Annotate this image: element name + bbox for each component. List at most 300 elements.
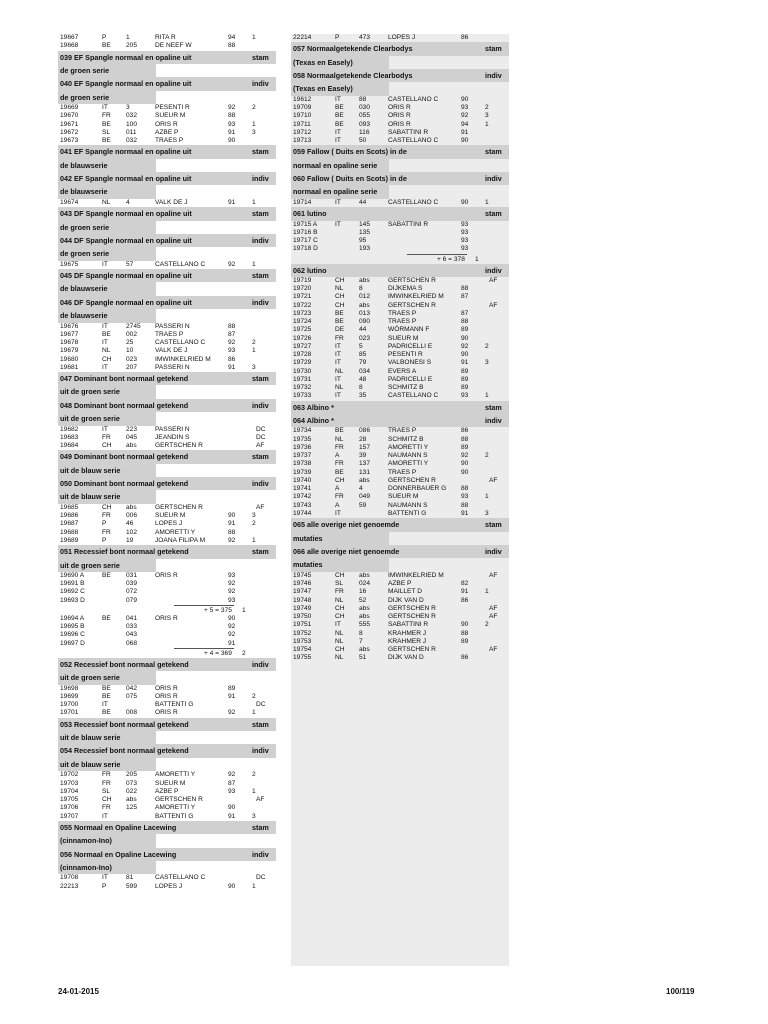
ring-code: 032 bbox=[126, 112, 138, 120]
class-header bbox=[58, 145, 276, 158]
class-header bbox=[291, 172, 509, 185]
ring-number: 19743 bbox=[293, 501, 312, 509]
country: IT bbox=[335, 392, 341, 400]
footer-date: 24-01-2015 bbox=[58, 987, 99, 996]
ring-number: 19701 bbox=[60, 709, 79, 717]
points: 93 bbox=[461, 493, 469, 501]
ring-number: 19681 bbox=[60, 363, 79, 371]
points: 92 bbox=[461, 342, 469, 350]
country: A bbox=[335, 452, 340, 460]
class-header bbox=[58, 821, 276, 834]
country: SL bbox=[335, 580, 344, 587]
ring-number: 19685 bbox=[60, 503, 79, 511]
points: 92 bbox=[228, 771, 236, 779]
total-place: 2 bbox=[242, 649, 246, 657]
class-type: stam bbox=[252, 822, 269, 832]
ring-code: 207 bbox=[126, 363, 138, 371]
result-row bbox=[291, 436, 509, 444]
ring-code: 7 bbox=[359, 637, 363, 645]
class-header-subline bbox=[58, 282, 276, 295]
points: 90 bbox=[228, 137, 236, 145]
country: IT bbox=[335, 198, 341, 206]
ring-number: 19702 bbox=[60, 771, 79, 779]
ring-number: 19742 bbox=[293, 493, 312, 501]
place: AF bbox=[256, 503, 265, 511]
ring-number: 19747 bbox=[293, 588, 312, 596]
result-row bbox=[291, 310, 509, 318]
class-header bbox=[58, 207, 276, 220]
ring-code: 19 bbox=[126, 536, 134, 544]
ring-number: 19695 B bbox=[60, 623, 85, 631]
ring-code: 102 bbox=[126, 528, 138, 536]
result-row bbox=[58, 693, 276, 701]
country: NL bbox=[335, 629, 344, 637]
ring-code: 81 bbox=[126, 874, 134, 882]
class-type: stam bbox=[485, 520, 502, 530]
place: DC bbox=[256, 425, 266, 433]
exhibitor-name: SABATTINI R bbox=[388, 220, 429, 228]
class-type: indiv bbox=[485, 265, 502, 275]
result-row bbox=[58, 796, 276, 804]
exhibitor-name: SCHMITZ B bbox=[388, 435, 424, 443]
country: NL bbox=[102, 198, 111, 206]
exhibitor-name: PASSERI N bbox=[155, 425, 190, 433]
points: 91 bbox=[228, 812, 236, 820]
country: FR bbox=[102, 433, 111, 441]
result-row bbox=[291, 502, 509, 510]
result-row bbox=[291, 237, 509, 245]
class-subtitle: uit de groen serie bbox=[60, 387, 120, 397]
points: 88 bbox=[461, 285, 469, 293]
points: 93 bbox=[461, 237, 469, 245]
result-row bbox=[291, 469, 509, 477]
points: 91 bbox=[228, 363, 236, 371]
ring-code: 8 bbox=[359, 285, 363, 293]
exhibitor-name: SABATTINI R bbox=[388, 128, 429, 136]
country: CH bbox=[102, 796, 112, 803]
exhibitor-name: PESENTI R bbox=[155, 104, 190, 112]
ring-code: 068 bbox=[126, 639, 138, 647]
exhibitor-name: ORIS R bbox=[155, 692, 178, 700]
points: 88 bbox=[461, 435, 469, 443]
exhibitor-name: NAUMANN S bbox=[388, 452, 428, 460]
country: SL bbox=[102, 787, 111, 795]
country: IT bbox=[102, 812, 108, 820]
class-header bbox=[58, 848, 276, 861]
ring-number: 22214 bbox=[293, 34, 312, 41]
country: P bbox=[335, 34, 340, 41]
class-title: 047 Dominant bont normaal getekend bbox=[60, 374, 189, 383]
ring-number: 19677 bbox=[60, 330, 79, 338]
ring-number: 19737 bbox=[293, 452, 312, 460]
country: BE bbox=[102, 330, 111, 338]
class-header-subline bbox=[58, 671, 276, 684]
country: FR bbox=[102, 804, 111, 812]
ring-number: 19670 bbox=[60, 112, 79, 120]
exhibitor-name: TRAES P bbox=[155, 330, 184, 338]
result-row bbox=[291, 384, 509, 392]
place: 2 bbox=[252, 104, 256, 112]
country: FR bbox=[102, 771, 111, 779]
ring-code: 59 bbox=[359, 501, 367, 509]
ring-code: 51 bbox=[359, 654, 367, 662]
result-row bbox=[58, 537, 276, 545]
country: CH bbox=[335, 646, 345, 653]
country: IT bbox=[102, 363, 108, 371]
points: 93 bbox=[461, 228, 469, 236]
class-title: 050 Dominant bont normaal getekend bbox=[60, 479, 189, 489]
total-value: + 5 = 375 bbox=[204, 606, 232, 614]
ring-number: 19674 bbox=[60, 198, 79, 206]
result-row bbox=[291, 302, 509, 310]
exhibitor-name: AZBE P bbox=[388, 580, 412, 587]
country: IT bbox=[335, 342, 341, 350]
class-title: 055 Normaal en Opaline Lacewing bbox=[60, 822, 177, 832]
class-type: stam bbox=[252, 547, 269, 557]
class-subtitle: de groen serie bbox=[60, 249, 110, 259]
country: IT bbox=[335, 351, 341, 359]
class-header bbox=[291, 264, 509, 277]
country: P bbox=[102, 882, 107, 890]
result-row bbox=[291, 638, 509, 646]
ring-code: 055 bbox=[359, 112, 371, 120]
ring-number: 19736 bbox=[293, 443, 312, 451]
class-subtitle: de blauwserie bbox=[60, 284, 108, 294]
result-row bbox=[58, 572, 276, 580]
country: P bbox=[102, 34, 107, 41]
exhibitor-name: TRAES P bbox=[388, 468, 417, 476]
ring-code: 44 bbox=[359, 326, 367, 334]
points: 92 bbox=[228, 260, 236, 268]
result-row bbox=[58, 623, 276, 631]
class-subtitle: de blauwserie bbox=[60, 187, 108, 197]
country: NL bbox=[335, 367, 344, 375]
class-header bbox=[291, 518, 509, 531]
ring-code: 79 bbox=[359, 359, 367, 367]
ring-code: 030 bbox=[359, 104, 371, 112]
ring-number: 19730 bbox=[293, 367, 312, 375]
result-row bbox=[291, 359, 509, 367]
ring-code: 39 bbox=[359, 452, 367, 460]
result-row bbox=[58, 339, 276, 347]
ring-code: abs bbox=[359, 604, 370, 612]
result-row bbox=[291, 293, 509, 301]
class-title: 053 Recessief bont normaal getekend bbox=[60, 719, 189, 729]
points: 90 bbox=[461, 334, 469, 342]
points: 94 bbox=[228, 34, 236, 41]
ring-code: 205 bbox=[126, 42, 138, 50]
place: 1 bbox=[252, 260, 256, 268]
points: 92 bbox=[228, 588, 236, 596]
ring-code: 16 bbox=[359, 588, 367, 596]
class-type: stam bbox=[252, 52, 269, 62]
result-row bbox=[58, 347, 276, 355]
ring-code: 031 bbox=[126, 571, 138, 579]
result-row bbox=[58, 42, 276, 50]
place: 2 bbox=[485, 104, 489, 112]
group-total bbox=[58, 648, 276, 658]
ring-number: 19731 bbox=[293, 375, 312, 383]
class-header bbox=[58, 477, 276, 490]
place: 1 bbox=[252, 536, 256, 544]
result-row bbox=[58, 261, 276, 269]
points: 89 bbox=[461, 367, 469, 375]
result-row bbox=[291, 229, 509, 237]
result-row bbox=[58, 199, 276, 207]
footer-page-number: 100/119 bbox=[666, 987, 695, 996]
ring-number: 19678 bbox=[60, 339, 79, 346]
country: BE bbox=[102, 709, 111, 717]
class-subtitle: (cinnamon-Ino) bbox=[60, 862, 112, 872]
class-header-subline bbox=[58, 731, 276, 744]
class-header bbox=[291, 42, 509, 55]
class-header-subline bbox=[58, 861, 276, 874]
exhibitor-name: GERTSCHEN R bbox=[388, 613, 436, 620]
ring-number: 19714 bbox=[293, 198, 312, 206]
exhibitor-name: VALK DE J bbox=[155, 198, 188, 206]
place: AF bbox=[489, 476, 498, 484]
ring-number: 19716 B bbox=[293, 228, 318, 236]
result-row bbox=[58, 137, 276, 145]
result-row bbox=[291, 646, 509, 654]
place: 2 bbox=[252, 771, 256, 779]
ring-number: 19755 bbox=[293, 654, 312, 662]
class-subtitle: mutaties bbox=[293, 533, 323, 543]
exhibitor-name: WÖRMANN F bbox=[388, 326, 430, 334]
place: 1 bbox=[252, 882, 256, 890]
class-title: 039 EF Spangle normaal en opaline uit bbox=[60, 52, 192, 62]
exhibitor-name: ORIS R bbox=[155, 684, 178, 692]
class-header bbox=[58, 296, 276, 309]
points: 92 bbox=[228, 623, 236, 631]
ring-number: 19717 C bbox=[293, 237, 318, 245]
result-row bbox=[291, 588, 509, 596]
country: BE bbox=[335, 309, 344, 317]
total-value: + 6 = 378 bbox=[437, 255, 465, 263]
exhibitor-name: IMWINKELRIED M bbox=[155, 355, 211, 363]
place: AF bbox=[489, 646, 498, 653]
class-type: stam bbox=[485, 44, 502, 54]
class-type: indiv bbox=[252, 479, 269, 489]
result-row bbox=[291, 335, 509, 343]
place: 2 bbox=[252, 692, 256, 700]
class-subtitle: (Texas en Easely) bbox=[293, 84, 353, 94]
ring-code: 043 bbox=[126, 631, 138, 639]
points: 90 bbox=[228, 614, 236, 622]
exhibitor-name: AMORETTI Y bbox=[155, 771, 196, 779]
exhibitor-name: GERTSCHEN R bbox=[388, 301, 436, 309]
class-header bbox=[58, 658, 276, 671]
class-header bbox=[291, 545, 509, 558]
country: IT bbox=[102, 874, 108, 882]
result-row bbox=[58, 356, 276, 364]
result-row bbox=[291, 605, 509, 613]
place: AF bbox=[489, 613, 498, 620]
class-header-subline bbox=[58, 309, 276, 322]
total-place: 1 bbox=[475, 255, 479, 263]
result-row bbox=[291, 368, 509, 376]
group-total bbox=[58, 605, 276, 615]
class-title: 063 Albino * bbox=[293, 402, 334, 412]
exhibitor-name: SABATTINI R bbox=[388, 621, 429, 629]
ring-number: 19753 bbox=[293, 637, 312, 645]
exhibitor-name: AZBE P bbox=[155, 128, 179, 136]
country: CH bbox=[335, 604, 345, 612]
country: CH bbox=[102, 503, 112, 511]
points: 90 bbox=[461, 621, 469, 629]
country: FR bbox=[102, 112, 111, 120]
points: 93 bbox=[228, 347, 236, 355]
points: 88 bbox=[461, 501, 469, 509]
ring-number: 19684 bbox=[60, 442, 79, 450]
ring-number: 19668 bbox=[60, 42, 79, 50]
class-subtitle: de groen serie bbox=[60, 92, 110, 102]
class-subtitle: (Texas en Easely) bbox=[293, 57, 353, 67]
exhibitor-name: CASTELLANO C bbox=[388, 95, 439, 103]
ring-number: 19699 bbox=[60, 692, 79, 700]
class-subtitle: de blauwserie bbox=[60, 160, 108, 170]
exhibitor-name: SUEUR M bbox=[155, 779, 186, 787]
points: 91 bbox=[461, 509, 469, 517]
ring-code: 473 bbox=[359, 34, 371, 41]
ring-number: 19735 bbox=[293, 435, 312, 443]
ring-number: 19703 bbox=[60, 779, 79, 787]
ring-code: abs bbox=[359, 571, 370, 579]
result-row bbox=[291, 493, 509, 501]
exhibitor-name: JOANA FILIPA M bbox=[155, 536, 206, 544]
ring-code: 57 bbox=[126, 260, 134, 268]
exhibitor-name: DE NEEF W bbox=[155, 42, 192, 50]
ring-code: 116 bbox=[359, 128, 370, 136]
points: 88 bbox=[461, 629, 469, 637]
ring-code: abs bbox=[126, 796, 137, 803]
class-type: stam bbox=[252, 719, 269, 729]
result-row bbox=[291, 376, 509, 384]
country: CH bbox=[335, 293, 345, 301]
result-row bbox=[58, 520, 276, 528]
points: 90 bbox=[461, 468, 469, 476]
ring-code: 090 bbox=[359, 318, 371, 326]
place: AF bbox=[489, 571, 498, 579]
class-type: stam bbox=[252, 147, 269, 157]
ring-number: 19707 bbox=[60, 812, 79, 820]
points: 93 bbox=[461, 245, 469, 253]
class-subtitle: uit de groen serie bbox=[60, 414, 120, 424]
ring-code: 46 bbox=[126, 520, 134, 528]
ring-number: 19672 bbox=[60, 128, 79, 136]
country: FR bbox=[335, 460, 344, 468]
place: DC bbox=[256, 874, 266, 882]
country: NL bbox=[335, 384, 344, 392]
country: BE bbox=[102, 120, 111, 128]
ring-code: 85 bbox=[359, 351, 367, 359]
ring-code: 48 bbox=[359, 375, 367, 383]
place: 1 bbox=[252, 347, 256, 355]
class-title: 058 Normaalgetekende Clearbodys bbox=[293, 71, 413, 81]
result-row bbox=[58, 512, 276, 520]
country: FR bbox=[335, 334, 344, 342]
ring-code: 022 bbox=[126, 787, 138, 795]
class-header-subline bbox=[291, 558, 509, 571]
points: 90 bbox=[461, 95, 469, 103]
exhibitor-name: AMORETTI Y bbox=[155, 804, 196, 812]
exhibitor-name: CASTELLANO C bbox=[388, 137, 439, 145]
exhibitor-name: PASSERI N bbox=[155, 322, 190, 330]
ring-code: 049 bbox=[359, 493, 371, 501]
exhibitor-name: MAILLET D bbox=[388, 588, 422, 596]
ring-number: 19738 bbox=[293, 460, 312, 468]
ring-number: 19667 bbox=[60, 34, 79, 41]
points: 82 bbox=[461, 580, 469, 587]
class-header bbox=[291, 401, 509, 414]
class-header-subline bbox=[58, 247, 276, 260]
country: BE bbox=[335, 104, 344, 112]
class-header-subline bbox=[58, 834, 276, 847]
class-header-subline bbox=[291, 159, 509, 172]
ring-number: 19676 bbox=[60, 322, 79, 330]
exhibitor-name: ORIS R bbox=[388, 112, 411, 120]
result-row bbox=[291, 427, 509, 435]
exhibitor-name: ORIS R bbox=[155, 571, 178, 579]
ring-number: 19673 bbox=[60, 137, 79, 145]
country: IT bbox=[335, 128, 341, 136]
class-header bbox=[58, 269, 276, 282]
ring-code: 006 bbox=[126, 512, 138, 520]
exhibitor-name: GERTSCHEN R bbox=[155, 503, 203, 511]
country: IT bbox=[335, 220, 341, 228]
exhibitor-name: CASTELLANO C bbox=[388, 392, 439, 400]
ring-number: 19721 bbox=[293, 293, 312, 301]
ring-code: 131 bbox=[359, 468, 371, 476]
exhibitor-name: SUEUR M bbox=[155, 112, 186, 120]
result-row bbox=[291, 613, 509, 621]
class-subtitle: normaal en opaline serie bbox=[293, 160, 378, 170]
class-header bbox=[58, 450, 276, 463]
exhibitor-name: TRAES P bbox=[388, 427, 417, 435]
exhibitor-name: VALBONESI S bbox=[388, 359, 432, 367]
class-title: 057 Normaalgetekende Clearbodys bbox=[293, 44, 413, 54]
points: 88 bbox=[228, 528, 236, 536]
result-row bbox=[291, 392, 509, 400]
country: BE bbox=[335, 120, 344, 128]
country: CH bbox=[335, 301, 345, 309]
ring-code: 52 bbox=[359, 596, 367, 604]
ring-code: 4 bbox=[359, 485, 363, 493]
points: 86 bbox=[461, 596, 469, 604]
place: AF bbox=[256, 796, 265, 803]
ring-code: 093 bbox=[359, 120, 371, 128]
ring-number: 19692 C bbox=[60, 588, 85, 596]
class-title: 059 Fallow ( Duits en Scots) in de bbox=[293, 147, 407, 157]
class-header bbox=[58, 372, 276, 385]
group-total bbox=[291, 254, 509, 264]
points: 90 bbox=[461, 198, 469, 206]
ring-number: 19693 D bbox=[60, 596, 85, 604]
points: 89 bbox=[461, 637, 469, 645]
ring-number: 19722 bbox=[293, 301, 312, 309]
country: A bbox=[335, 485, 340, 493]
ring-code: 086 bbox=[359, 427, 371, 435]
country: IT bbox=[102, 104, 108, 112]
place: 2 bbox=[485, 621, 489, 629]
ring-number: 19718 D bbox=[293, 245, 318, 253]
points: 92 bbox=[228, 580, 236, 588]
results-column-left bbox=[58, 34, 276, 891]
points: 87 bbox=[228, 330, 236, 338]
ring-code: 205 bbox=[126, 771, 138, 779]
exhibitor-name: PESENTI R bbox=[388, 351, 423, 359]
class-header bbox=[291, 69, 509, 82]
